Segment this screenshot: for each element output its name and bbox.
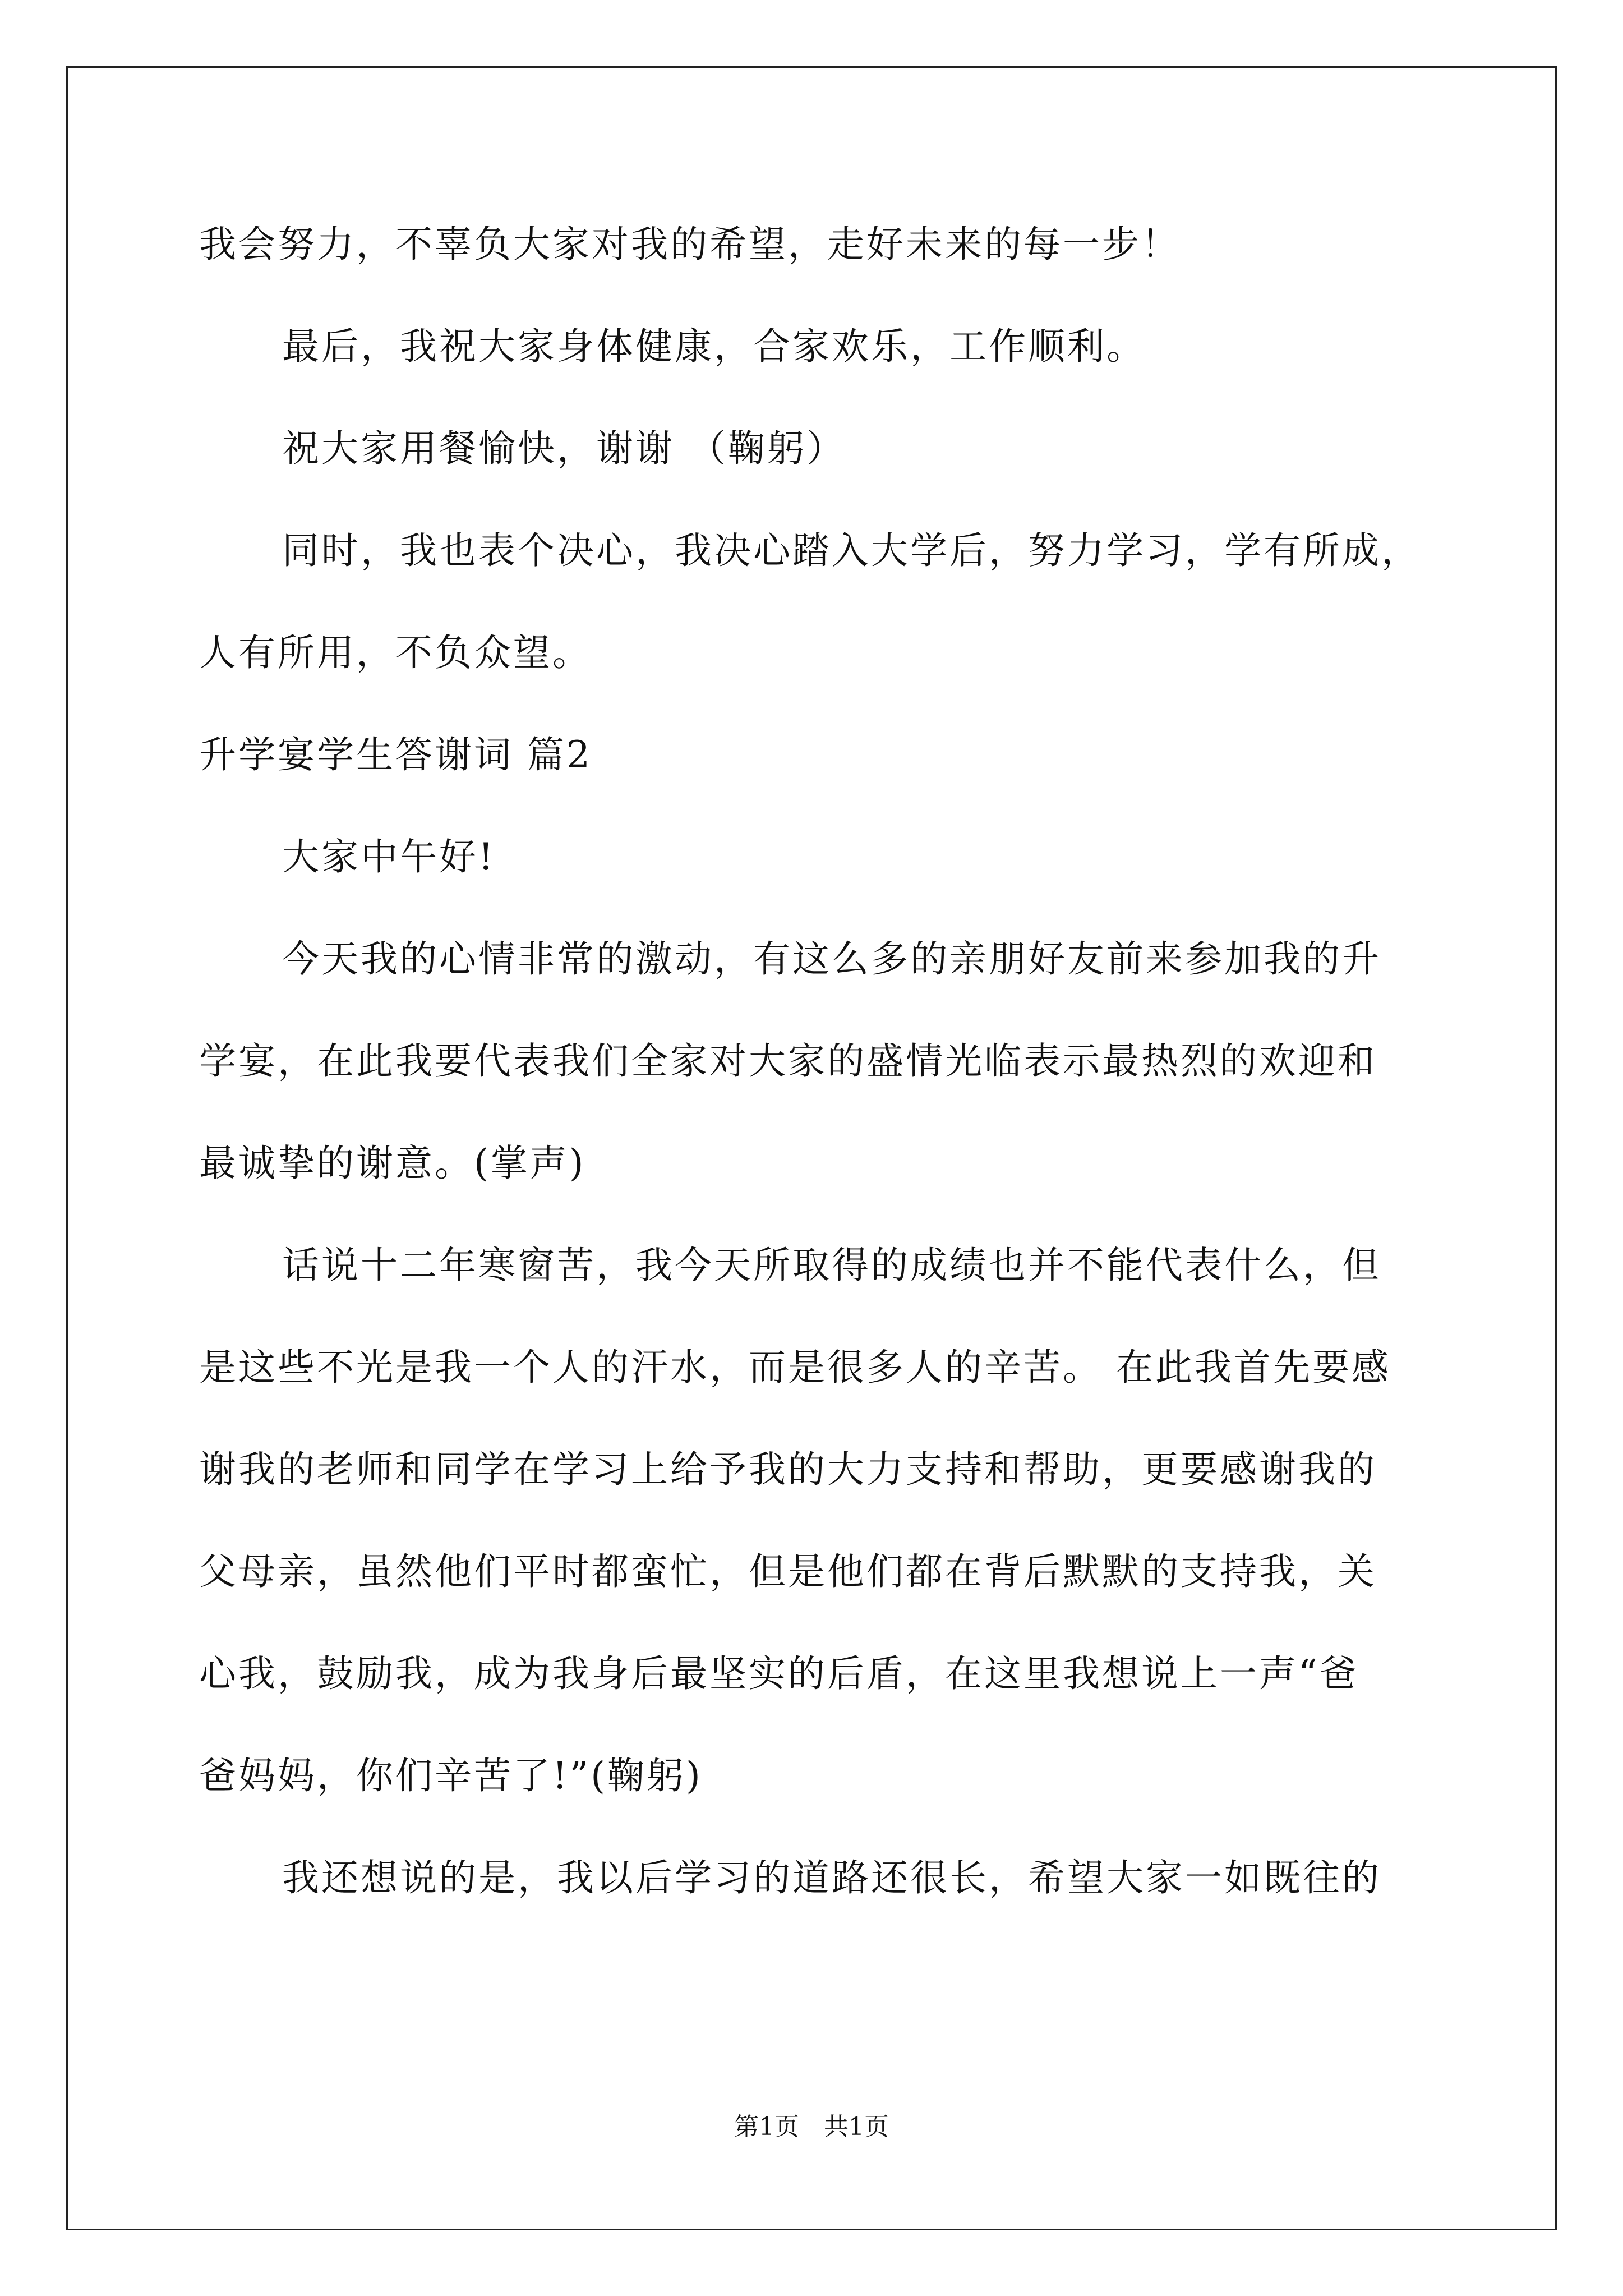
body-line: 我还想说的是，我以后学习的道路还很长，希望大家一如既往的: [282, 1856, 1381, 1899]
body-line: 最诚挚的谢意。(掌声): [199, 1142, 586, 1185]
body-line: 最后，我祝大家身体健康，合家欢乐，工作顺利。: [282, 325, 1146, 368]
body-line: 今天我的心情非常的激动，有这么多的亲朋好友前来参加我的升: [282, 937, 1381, 981]
section-heading: 升学宴学生答谢词 篇2: [199, 733, 592, 776]
body-line: 心我，鼓励我，成为我身后最坚实的后盾，在这里我想说上一声“爸: [199, 1652, 1359, 1695]
body-line: 爸妈妈，你们辛苦了!”(鞠躬): [199, 1754, 703, 1797]
body-line: 是这些不光是我一个人的汗水，而是很多人的辛苦。 在此我首先要感: [199, 1346, 1391, 1389]
body-line: 谢我的老师和同学在学习上给予我的大力支持和帮助，更要感谢我的: [199, 1448, 1377, 1491]
body-line: 学宴，在此我要代表我们全家对大家的盛情光临表示最热烈的欢迎和: [199, 1039, 1377, 1083]
body-line: 人有所用，不负众望。: [199, 631, 592, 674]
body-line: 话说十二年寒窗苦，我今天所取得的成绩也并不能代表什么，但: [282, 1244, 1381, 1287]
page-footer: 第1页 共1页: [734, 2113, 889, 2141]
body-line: 祝大家用餐愉快，谢谢 （鞠躬）: [282, 427, 846, 470]
body-line: 父母亲，虽然他们平时都蛮忙，但是他们都在背后默默的支持我，关: [199, 1550, 1377, 1593]
greeting-line: 大家中午好!: [282, 835, 496, 878]
body-line: 同时，我也表个决心，我决心踏入大学后，努力学习，学有所成，: [282, 529, 1421, 572]
body-line: 我会努力，不辜负大家对我的希望，走好未来的每一步！: [199, 223, 1181, 266]
